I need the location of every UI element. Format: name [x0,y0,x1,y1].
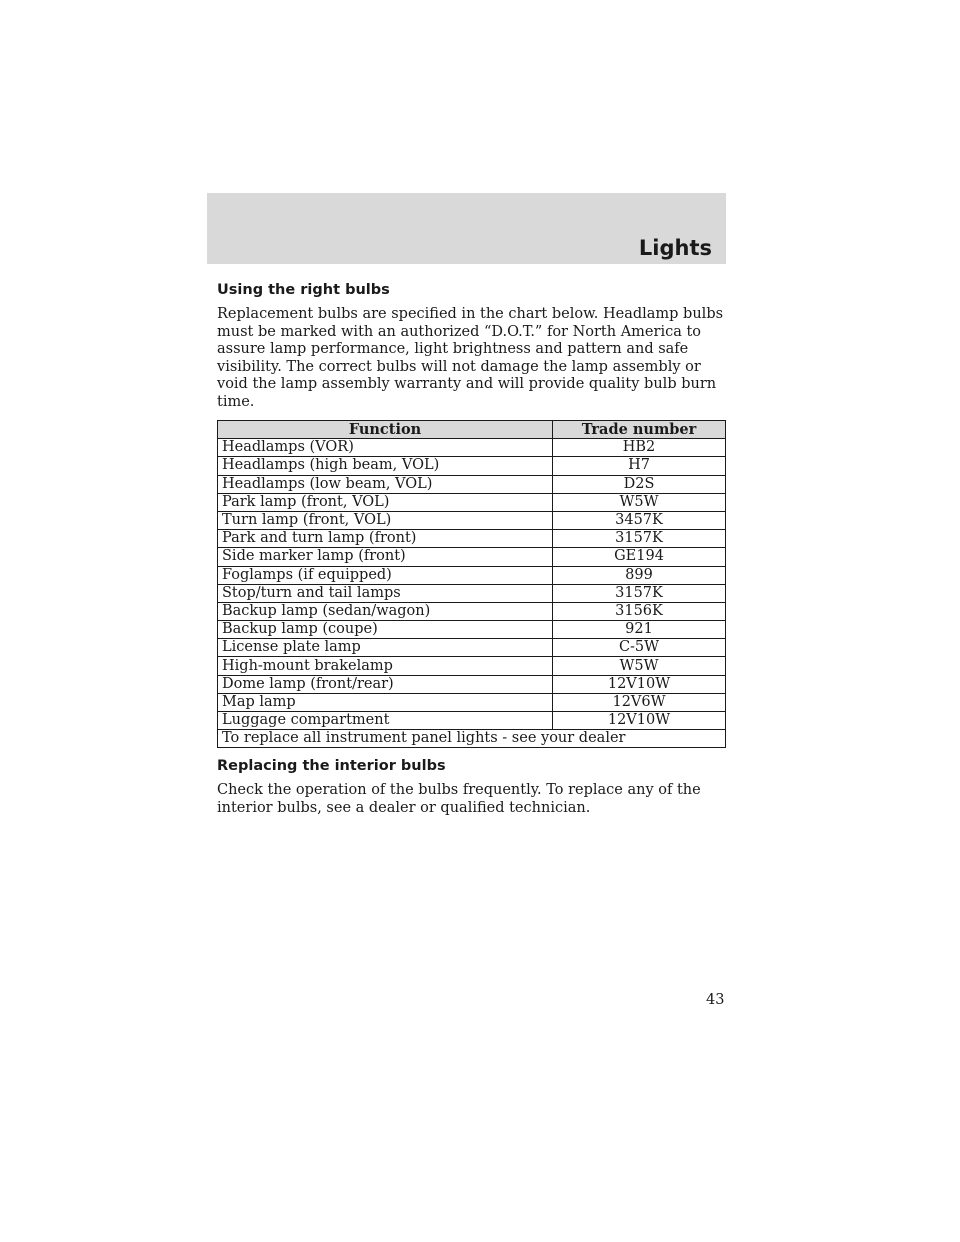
trade-number-cell: HB2 [553,439,726,457]
table-row [218,675,726,693]
column-header-trade-number: Trade number [553,421,726,439]
function-cell: High-mount brakelamp [218,657,553,675]
page-content [217,280,726,826]
table-row [218,493,726,511]
table-row [218,621,726,639]
function-cell: Backup lamp (sedan/wagon) [218,602,553,620]
intro-paragraph: Replacement bulbs are specified in the chart below. Headlamp bulbs must be marked with an authorized “D.O.T.” for North America to assure lamp performance, light brightness and pattern and safe visibility. The correct bulbs will not damage the lamp assembly or void the lamp assembly warranty and will provide quality bulb burn time. [217,306,724,410]
function-cell: Luggage compartment [218,712,553,730]
table-row [218,475,726,493]
table-header-row [218,421,726,439]
function-cell: Headlamps (VOR) [218,439,553,457]
instrument-panel-note: To replace all instrument panel lights - see your dealer [218,730,726,748]
trade-number-cell: GE194 [553,548,726,566]
table-row [218,712,726,730]
trade-number-cell: 3156K [553,602,726,620]
function-cell: Headlamps (high beam, VOL) [218,457,553,475]
function-cell: License plate lamp [218,639,553,657]
trade-number-cell: 12V10W [553,675,726,693]
function-cell: Park and turn lamp (front) [218,530,553,548]
table-row [218,439,726,457]
trade-number-cell: 3457K [553,511,726,529]
trade-number-cell: 12V10W [553,712,726,730]
table-row [218,457,726,475]
function-cell: Headlamps (low beam, VOL) [218,475,553,493]
table-row [218,657,726,675]
trade-number-cell: 12V6W [553,693,726,711]
table-row [218,548,726,566]
bulb-specification-table [217,420,726,748]
table-row [218,566,726,584]
trade-number-cell: H7 [553,457,726,475]
section-title: Lights [638,236,712,260]
table-row [218,511,726,529]
trade-number-cell: 899 [553,566,726,584]
interior-bulbs-paragraph: Check the operation of the bulbs frequently. To replace any of the interior bulbs, see a dealer or qualified technician. [217,782,701,816]
column-header-function: Function [218,421,553,439]
trade-number-cell: 3157K [553,584,726,602]
function-cell: Stop/turn and tail lamps [218,584,553,602]
section-header-band [207,193,726,264]
trade-number-cell: W5W [553,493,726,511]
function-cell: Dome lamp (front/rear) [218,675,553,693]
function-cell: Turn lamp (front, VOL) [218,511,553,529]
function-cell: Backup lamp (coupe) [218,621,553,639]
heading-replacing-interior-bulbs: Replacing the interior bulbs [217,758,446,775]
trade-number-cell: C-5W [553,639,726,657]
trade-number-cell: 3157K [553,530,726,548]
table-row [218,602,726,620]
trade-number-cell: 921 [553,621,726,639]
function-cell: Foglamps (if equipped) [218,566,553,584]
table-row [218,530,726,548]
table-row [218,639,726,657]
table-row [218,584,726,602]
heading-using-right-bulbs: Using the right bulbs [217,282,390,298]
table-row [218,693,726,711]
trade-number-cell: W5W [553,657,726,675]
function-cell: Side marker lamp (front) [218,548,553,566]
function-cell: Map lamp [218,693,553,711]
page-number: 43 [706,992,725,1008]
trade-number-cell: D2S [553,475,726,493]
function-cell: Park lamp (front, VOL) [218,493,553,511]
table-footer-row [218,730,726,748]
